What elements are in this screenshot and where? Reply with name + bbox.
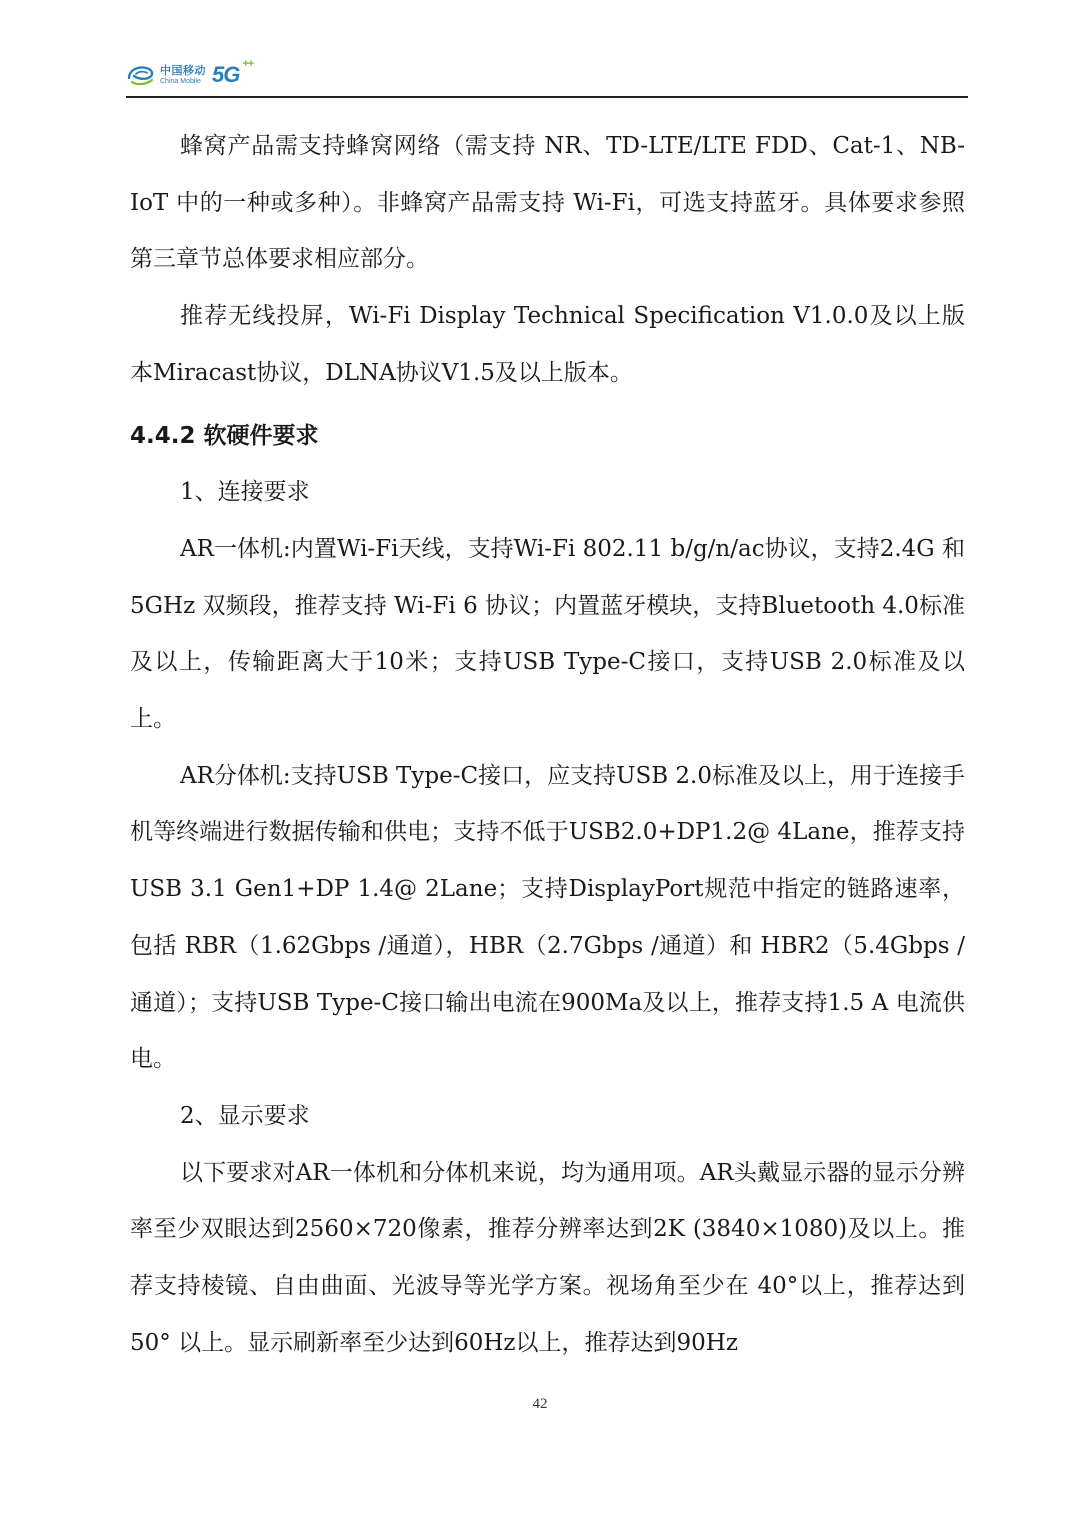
paragraph-wireless-projection: 推荐无线投屏，Wi-Fi Display Technical Specification V1.0.0及以上版本Miracast协议，DLNA协议V1.5及以上版本。	[130, 303, 965, 386]
logo-chinese-name: 中国移动	[160, 64, 206, 77]
paragraph-ar-split: AR分体机:支持USB Type-C接口，应支持USB 2.0标准及以上，用于连接手机等终端进行数据传输和供电；支持不低于USB2.0+DP1.2@ 4Lane，推荐支持USB 3.1 Gen1+DP 1.4@ 2Lane；支持DisplayPort规范中指定的链路速率，包括 RBR（1.62Gbps /通道），HBR（2.7Gbps /通道）和 HBR2（5.4Gbps /通道）；支持USB Type-C接口输出电流在900Ma及以上，推荐支持1.5 A 电流供电。	[130, 762, 965, 1073]
section-heading: 4.4.2 软硬件要求	[130, 422, 319, 449]
5g-logo-text: 5G	[212, 62, 240, 87]
paragraph-ar-all-in-one: AR一体机:内置Wi-Fi天线，支持Wi-Fi 802.11 b/g/n/ac协议，支持2.4G 和 5GHz 双频段，推荐支持 Wi-Fi 6 协议；内置蓝牙模块，支持Bluetooth 4.0标准及以上，传输距离大于10米；支持USB Type-C接口，支持USB 2.0标准及以上。	[130, 535, 965, 733]
5g-logo	[212, 58, 254, 88]
paragraph-cellular: 蜂窝产品需支持蜂窝网络（需支持 NR、TD-LTE/LTE FDD、Cat-1、NB-IoT 中的一种或多种）。非蜂窝产品需支持 Wi-Fi，可选支持蓝牙。具体要求参照第三章节总体要求相应部分。	[130, 133, 965, 273]
5g-plus-mark: ++	[242, 58, 254, 70]
china-mobile-logo	[126, 58, 254, 92]
subsection-title-display: 2、显示要求	[180, 1102, 310, 1129]
paragraph-display-requirements: 以下要求对AR一体机和分体机来说，均为通用项。AR头戴显示器的显示分辨率至少双眼达到2560×720像素，推荐分辨率达到2K (3840×1080)及以上。推荐支持棱镜、自由曲面、光波导等光学方案。视场角至少在 40°以上，推荐达到50° 以上。显示刷新率至少达到60Hz以上，推荐达到90Hz	[130, 1159, 965, 1356]
logo-english-name: China Mobile	[160, 78, 201, 85]
page-header	[126, 56, 968, 98]
subsection-title-connection: 1、连接要求	[180, 479, 310, 506]
china-mobile-logo-icon	[126, 62, 156, 88]
page-number: 42	[532, 1396, 548, 1412]
document-body	[130, 118, 965, 1371]
